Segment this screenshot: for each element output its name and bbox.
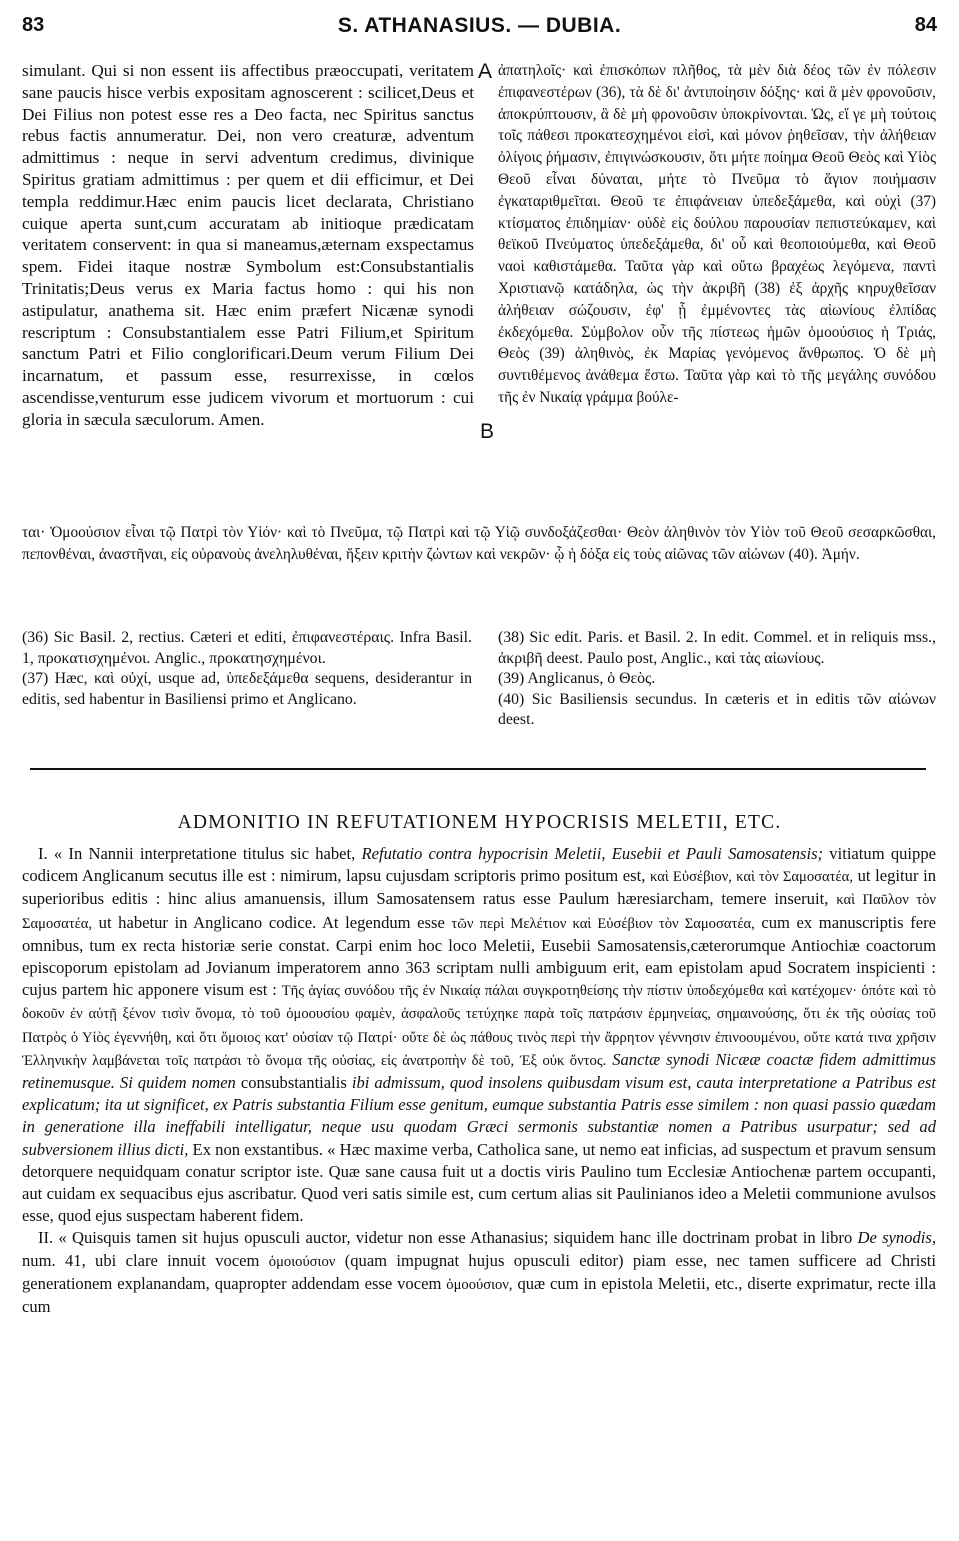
- latin-column: simulant. Qui si non essent iis affectibus præoccupati, veritatem sane paucis hisce verbis expositam agnoscerent : scilicet,Deus et Dei Filius non potest esse res a Deo facta, nec Spiritus sanctus rebus factis annumeratur. Dei, non vero creaturæ, adventum admittimus : neque in servi adventum credimus, divinique Spiritus gratiam admittimus : per quem et dii efficimur, et Dei templa reddimur.Hæc enim paucis licet declarata, Christiano cuique aperta sunt,cum accuratam ab initioque prædicatam veritatem conservent: in qua si maneamus,æternam exspectamus spem. Fidei itaque nostræ Symbolum est:Consubstantialis Trinitatis;Deus verus ex Maria factus homo : qui his non astipulatur, anathema sit. Hæc enim præfert Nicænæ synodi rescriptum : Consubstantialem esse Patri Filium,et Spiritum sanctum Patri et Filio conglorificari.Deum verum Filium Dei incarnatum, et passum esse, resurrexisse, in cœlos ascendisse,venturum esse judicem vivorum et mortuorum : cui gloria in sæcula sæculorum. Amen.: [22, 61, 474, 429]
- text-run: num. 41, ubi clare innuit vocem: [22, 1250, 269, 1270]
- text-run: (quam impugnat hujus opusculi editor) piam esse, nec tamen sufficere ad Christi generationem explanandam, quapropter addendam esse vocem: [22, 1250, 936, 1293]
- paragraph-1: [22, 843, 936, 1227]
- italic-title: Refutatio contra hypocrisin Meletii, Eusebii et Pauli Samosatensis;: [361, 844, 824, 863]
- text-run: quæ cum in epistola Meletii, etc., diserte exprimatur, recte illa cum: [22, 1273, 937, 1317]
- column-marker-b: B: [480, 420, 495, 443]
- section-divider: [30, 768, 926, 770]
- greek-word: ὁμοούσιον,: [446, 1276, 513, 1293]
- text-run: II. « Quisquis tamen sit hujus opusculi auctor, videtur non esse Athanasius; siquidem hanc ille doctrinam probat in libro: [38, 1228, 858, 1248]
- greek-quote: καὶ Παῦλον τὸν Σαμοσατέα,: [22, 892, 936, 932]
- greek-quote: τῶν περὶ Μελέτιον καὶ Εὐσέβιον τὸν Σαμοσατέα,: [451, 915, 755, 932]
- greek-word: ὁμοιούσιον: [268, 1253, 336, 1270]
- footnote: (37) Hæc, καὶ οὐχί, usque ad, ὑπεδεξάμεθα sequens, desiderantur in editis, sed habentur in Basiliensi primo et Anglicano.: [22, 670, 472, 708]
- section-title: ADMONITIO IN REFUTATIONEM HYPOCRISIS MELETII, ETC.: [177, 812, 782, 833]
- footnote: (38) Sic edit. Paris. et Basil. 2. In edit. Commel. et in reliquis mss., ἀκριβῆ deest. Paulo post, Anglic., καὶ τὰς αἰωνίους.: [498, 629, 936, 667]
- text-run: ut habetur in Anglicano codice. At legendum esse: [92, 912, 452, 932]
- footnote: (39) Anglicanus, ὁ Θεὸς.: [498, 670, 656, 688]
- text-run: Ex non exstantibus. « Hæc maxime verba, Catholica sane, ut nemo eat inficias, ad suspectum et pravum sensum detorquere nequidquam conatur scriptor iste. Quæ sane causa fuit ut a doctis viris Paulino tum Ecclesiæ Antiochenæ partem occupanti, aut cuidam ex sequacibus ejus ascribatur. Quod veri satis simile est, cum certum alias sit Paulinianos ideo a Meletii communione avulsos esse, quod ejus suspectam haberent fidem.: [22, 1139, 936, 1226]
- running-title: S. ATHANASIUS. — DUBIA.: [337, 14, 622, 37]
- greek-column: ἀπατηλοῖς· καὶ ἐπισκόπων πλῆθος, τὰ μὲν διὰ δέος τῶν ἐν πόλεσιν ἐπιφανεστέρων (36), τὰ δὲ δι' ἀντιποίησιν δόξης· καὶ ἃ μὲν φρονοῦσιν, ἀποκρύπτουσιν, ἃ δὲ μὴ φρονοῦσιν ὑποκρίνονται. Ὡς, εἴ γε μὴ τούτοις τοῖς πάθεσι προκατεσχημένοι εἰσὶ, καὶ μόνον ῥηθεῖσαν, τὴν ἀλήθειαν ὀλίγοις ῥήμασιν, ἐπιγινώσκουσιν, ὅτι μήτε ποίημα Θεοῦ Θεὸς καὶ Υἱὸς Θεοῦ εἶναι δύναται, μήτε τὸ Πνεῦμα τὸ ἅγιον ποιήμασιν ἐγκαταριθμεῖται. Θεοῦ τε ἐπιφάνειαν ὑπεδεξάμεθα, καὶ οὐχὶ (37) κτίσματος ἐπιδημίαν· οὐδὲ εἰς δούλου παρουσίαν πεπιστεύκαμεν, καὶ θεϊκοῦ Πνεύματος ὑπεδεξάμεθα, δι' οὗ καὶ θεοποιούμεθα, καὶ Θεοῦ ναοὶ καθιστάμεθα. Ταῦτα γὰρ καὶ οὕτω βραχέως λεγόμενα, παντὶ Χριστιανῷ κατάδηλα, ὡς τὴν ἀκριβῆ (38) ἐξ ἀρχῆς κηρυχθεῖσαν ἀλήθειαν σώζουσιν, ἐφ' ᾗ ἐμμένοντες τὰς αἰωνίους ἐλπίδας ἐκδεχόμεθα. Σύμβολον οὖν τῆς πίστεως ἡμῶν ὁμοούσιος ἡ Τριάς, Θεὸς (39) ἀληθινὸς, ἐκ Μαρίας γενόμενος ἄνθρωπος. Ὁ δὲ μὴ συντιθέμενος ἀνάθεμα ἔστω. Ταῦτα γὰρ καὶ τὸ τῆς μεγάλης συνόδου τῆς ἐν Νικαίᾳ γράμμα βούλε-: [498, 62, 936, 406]
- footnote: (40) Sic Basiliensis secundus. In cæteris et in editis τῶν αἰώνων deest.: [498, 690, 936, 729]
- column-marker-a: A: [478, 60, 493, 83]
- footnotes-right: [498, 628, 936, 731]
- paragraph-2: [22, 1227, 936, 1318]
- page-number-right: 84: [914, 14, 937, 36]
- italic-translation: ibi admissum, quod insolens quibusdam visum est, cauta interpretatione a Patribus est explicatum; ita ut significet, ex Patris substantia Filium esse genitum, eumque substantia Patris esse similem : non quasi passio quædam in generatione illa ineffabili intelligatur, neque usu quodam Græci sermonis substantiæ nomen a Patribus usurpatur; sed ad subversionem illius dicti,: [22, 1073, 936, 1159]
- italic-title: De synodis,: [857, 1228, 936, 1248]
- footnotes-left: [22, 628, 472, 710]
- admonitio-body: [22, 843, 936, 1318]
- footnote: (36) Sic Basil. 2, rectius. Cæteri et editi, ἐπιφανεστέραις. Infra Basil. 1, προκατισχημένοι. Anglic., προκατησχημένοι.: [22, 629, 472, 667]
- page-header: [22, 14, 937, 44]
- text-run: consubstantialis: [235, 1073, 352, 1093]
- text-run: cum ex manuscriptis fere omnibus, tum ex recta historiæ serie constat. Carpi enim hoc loco Meletii, Eusebii Samosatensis,cæterorumque Antiochiæ coactorum episcoporum epistolam ad Jovianum imperatorem anno 363 scriptam nulli ambiguum erit, eam epistolam apud Socratem inspicienti : cujus partem hic apponere visum est :: [22, 912, 936, 1000]
- page-number-left: 83: [22, 14, 45, 36]
- text-run: I. « In Nannii interpretatione titulus sic habet,: [38, 844, 362, 863]
- greek-quote: καὶ Εὐσέβιον, καὶ τὸν Σαμοσατέα,: [650, 869, 853, 886]
- greek-quote: Τῆς ἁγίας συνόδου τῆς ἐν Νικαίᾳ πάλαι συγκροτηθείσης τὴν πίστιν ὑποδεχόμεθα καὶ κατέχομεν· ὁπότε καὶ τὸ δοκοῦν ἐν αὐτῇ ξένον τισὶν ὄνομα, τὸ τοῦ ὁμοουσίου φαμὲν, ἀσφαλοῦς τετύχηκε παρὰ τοῖς πατράσιν ἑρμηνείας, σημαινούσης, ὅτι ἐκ τῆς οὐσίας τοῦ Πατρὸς ὁ Υἱὸς ἐγεννήθη, καὶ ὅτι ὅμοιος κατ' οὐσίαν τῷ Πατρί· οὔτε δὲ ὡς πάθους τινὸς περὶ τὴν ἄρρητον γέννησιν ἐπινοουμένου, οὔτε κατά τινα χρῆσιν Ἑλληνικὴν λαμβάνεται τοῖς πατράσι τὸ ὄνομα τῆς οὐσίας, εἰς ἀνατροπὴν δὲ τοῦ, Ἐξ οὐκ ὄντος.: [22, 983, 936, 1069]
- text-run: vitiatum quippe codicem Anglicanum secutus ille est : nimirum, lapsu cujusdam scriptoris primo positum est,: [22, 844, 936, 886]
- italic-translation: Sanctæ synodi Nicææ coactæ fidem admittimus retinemusque. Si quidem nomen: [22, 1049, 937, 1093]
- text-run: ut legitur in superioribus editis : hinc alius amanuensis, illum Samosatensem ratus esse Paulum hæresiarcham, temere inseruit,: [22, 866, 937, 909]
- greek-full-width-text: ται· Ὁμοούσιον εἶναι τῷ Πατρὶ τὸν Υἱόν· καὶ τὸ Πνεῦμα, τῷ Πατρὶ καὶ τῷ Υἱῷ συνδοξάζεσθαι· Θεὸν ἀληθινὸν τὸν Υἱὸν τοῦ Θεοῦ σεσαρκῶσθαι, πεπονθέναι, ἀναστῆναι, εἰς οὐρανοὺς ἀνεληλυθέναι, ἥξειν κριτὴν ζώντων καὶ νεκρῶν· ᾧ ἡ δόξα εἰς τοὺς αἰῶνας τῶν αἰώνων (40). Ἀμήν.: [22, 524, 936, 563]
